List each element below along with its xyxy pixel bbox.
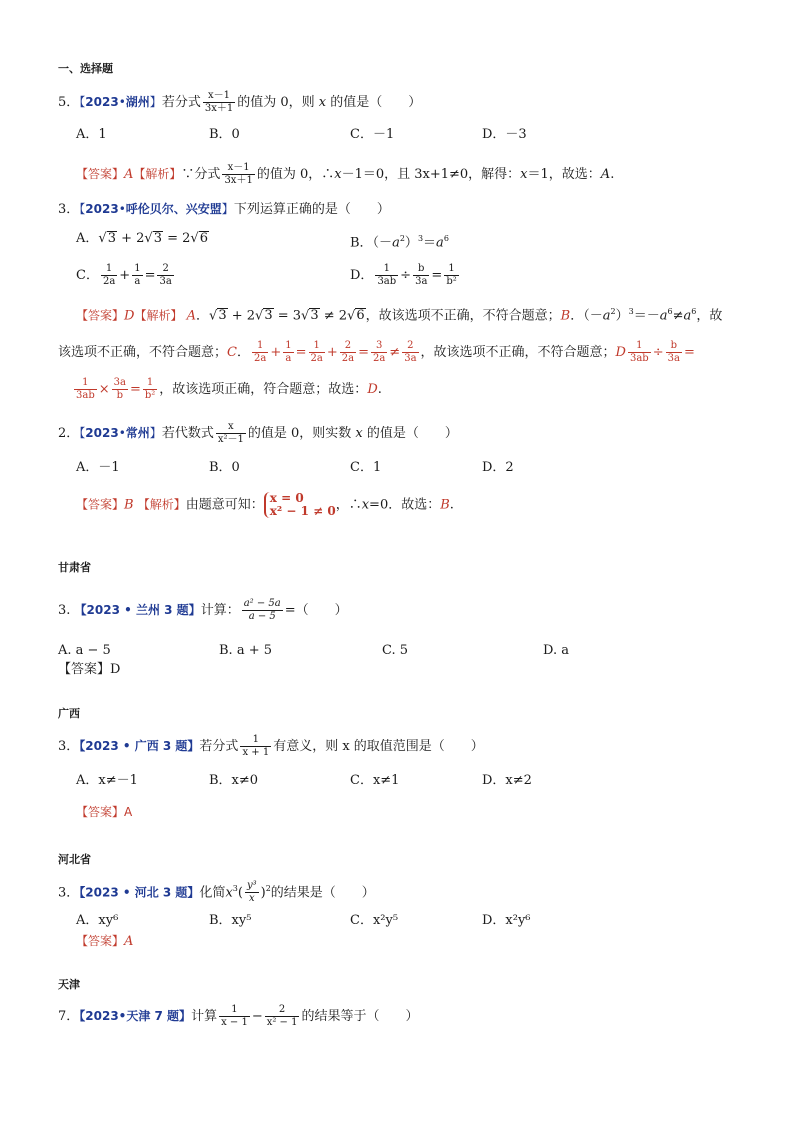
gansu-option-a: A. a − 5 bbox=[58, 643, 111, 658]
section-tianjin: 天津 bbox=[58, 978, 80, 991]
hebei-option-c: C．x²y⁵ bbox=[350, 913, 399, 928]
q3-option-a: A．－1 bbox=[76, 460, 120, 475]
hebei-answer: 【答案】A bbox=[76, 934, 134, 949]
guangxi-option-c: C．x≠1 bbox=[350, 773, 400, 788]
q3-option-b: B．0 bbox=[209, 460, 240, 475]
gansu-option-b: B. a + 5 bbox=[219, 643, 272, 658]
q1-option-d: D．－3 bbox=[482, 127, 527, 142]
guangxi-option-b: B．x≠0 bbox=[209, 773, 259, 788]
q1-option-b: B．0 bbox=[209, 127, 240, 142]
q3-option-c: C．1 bbox=[350, 460, 382, 475]
question-hebei-stem: 3．【2023 • 河北 3 题】化简$x^3$( $\frac{\text{y³}}{x}$ )$^2$的结果是（ ） bbox=[58, 880, 375, 905]
question-3-stem: 2．【2023•常州】若代数式 $\frac{x}{\text{x²－1}}$ 的值是 0，则实数 x 的值是（ ） bbox=[58, 421, 458, 445]
q3-option-d: D．2 bbox=[482, 460, 514, 475]
q1-answer: 【答案】A【解析】∵分式 $\frac{x-1}{3x+1}$ 的值为 0，∴x－1＝0，且 3x+1≠0，解得：x＝1，故选：A. bbox=[76, 162, 615, 186]
equation-system: x = 0 x² − 1 ≠ 0 bbox=[264, 492, 336, 518]
section-guangxi: 广西 bbox=[58, 707, 80, 720]
hebei-option-a: A．xy⁶ bbox=[76, 913, 119, 928]
q3-answer: 【答案】B 【解析】由题意可知： x = 0 x² − 1 ≠ 0 ，∴x=0．故选：B. bbox=[76, 491, 454, 518]
section-hebei: 河北省 bbox=[58, 853, 91, 866]
question-gansu-stem: 3. 【2023 • 兰州 3 题】计算： $\frac{\text{a² − 5a}}{a - 5}$ =（ ） bbox=[58, 598, 348, 622]
gansu-answer: 【答案】D bbox=[58, 662, 121, 677]
q2-analysis-line-2: 该选项不正确，不符合题意；C． $\frac{1}{2a}$ + $\frac{1}{a}$ = $\frac{1}{2a}$ + $\frac{2}{2a}$ = $\frac{3}{2a}$ ≠ $\frac{2}{3a}$ ，故该选项不正确，不符合题意；D $\frac{1}{3ab}$ ÷ $\frac{b}{3a}$ = bbox=[58, 340, 695, 364]
q2-option-d: D． $\frac{1}{3ab}$ ÷ $\frac{b}{3a}$ = $\frac{1}{\text{b²}}$ bbox=[350, 263, 457, 287]
gansu-option-d: D. a bbox=[543, 643, 569, 658]
question-guangxi-stem: 3．【2023 • 广西 3 题】若分式 $\frac{1}{x + 1}$ 有意义，则 x 的取值范围是（ ） bbox=[58, 734, 484, 758]
q2-option-a: A．√3 + 2√3 = 2√6 bbox=[76, 231, 208, 246]
q2-option-c: C． $\frac{1}{2a}$ + $\frac{1}{a}$ = $\frac{2}{3a}$ bbox=[76, 263, 172, 287]
q2-analysis-line-1: 【答案】D【解析】 A．√3 + 2√3 = 3√3 ≠ 2√6，故该选项不正确，不符合题意；B．$(-a^2)^3=-a^6\ne a^6$，故 bbox=[76, 307, 723, 324]
hebei-option-d: D．x²y⁶ bbox=[482, 913, 531, 928]
guangxi-answer: 【答案】A bbox=[76, 805, 133, 819]
question-2-stem: 3．【2023•呼伦贝尔、兴安盟】下列运算正确的是（ ） bbox=[58, 202, 390, 217]
q1-option-c: C．－1 bbox=[350, 127, 395, 142]
section-title: 一、选择题 bbox=[58, 62, 113, 75]
fraction: $\frac{x-1}{3x+1}$ bbox=[204, 90, 234, 114]
question-tianjin-stem: 7．【2023•天津 7 题】计算 $\frac{1}{x - 1}$ − $\frac{2}{\text{x² − 1}}$ 的结果等于（ ） bbox=[58, 1004, 419, 1028]
question-1-stem: 5．【2023•湖州】若分式 $\frac{x-1}{3x+1}$ 的值为 0，则 x 的值是（ ） bbox=[58, 90, 422, 114]
q2-option-b: B．$(-a^2)^3=a^6$ bbox=[350, 234, 449, 251]
q2-analysis-line-3: $\frac{1}{3ab}$ × $\frac{3a}{b}$ = $\frac{1}{\text{b²}}$ ，故该选项正确，符合题意；故选：D. bbox=[76, 377, 382, 401]
hebei-option-b: B．xy⁵ bbox=[209, 913, 252, 928]
gansu-option-c: C. 5 bbox=[382, 643, 409, 658]
section-gansu: 甘肃省 bbox=[58, 561, 91, 574]
guangxi-option-a: A．x≠－1 bbox=[76, 773, 138, 788]
q1-option-a: A．1 bbox=[76, 127, 107, 142]
guangxi-option-d: D．x≠2 bbox=[482, 773, 532, 788]
